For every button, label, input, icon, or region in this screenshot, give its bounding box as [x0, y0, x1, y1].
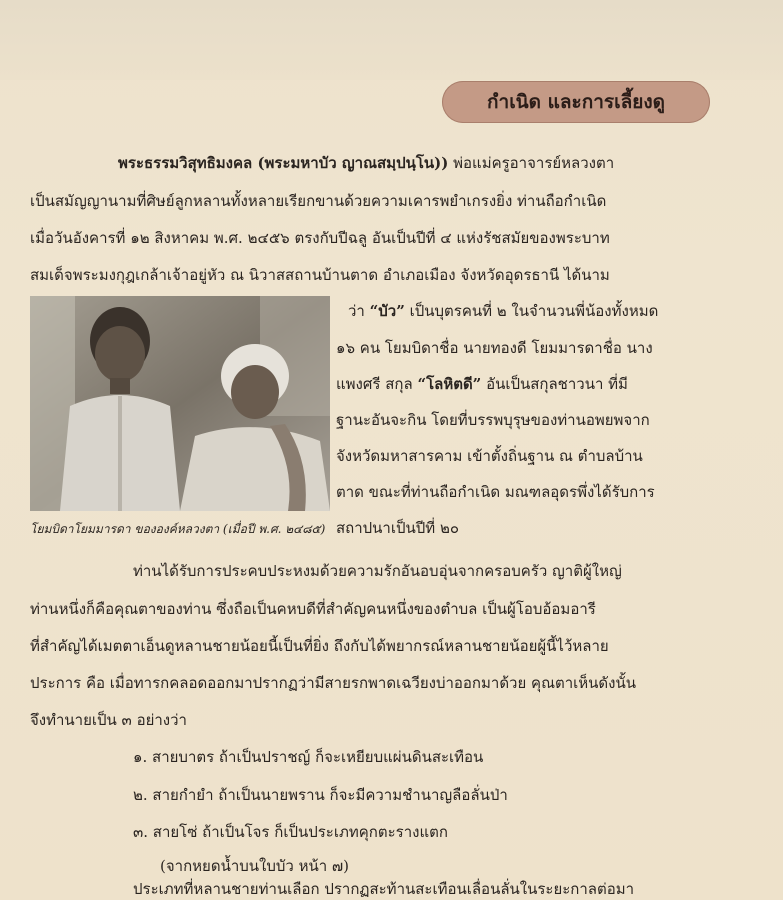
para2-line-4: ประการ คือ เมื่อทารกคลอดออกมาปรากฏว่ามีสายรกพาดเฉวียงบ่าออกมาด้วย คุณตาเห็นดังนั้น — [30, 674, 636, 692]
side-line-7: สถาปนาเป็นปีที่ ๒๐ — [336, 519, 459, 537]
intro-line-2: เป็นสมัญญานามที่ศิษย์ลูกหลานทั้งหลายเรียกขานด้วยความเคารพยำเกรงยิ่ง ท่านถือกำเนิด — [30, 192, 607, 210]
family-name: “โลหิตดี” — [417, 375, 482, 393]
para2-line-5: จึงทำนายเป็น ๓ อย่างว่า — [30, 711, 187, 729]
birth-name: “บัว” — [369, 302, 405, 320]
section-heading-bar — [442, 81, 710, 123]
source-note: (จากหยดน้ำบนใบบัว หน้า ๗) — [160, 857, 350, 875]
side-line-4: ฐานะอันจะกิน โดยที่บรรพบุรุษของท่านอพยพจาก — [336, 411, 650, 429]
list-item: ๑. สายบาตร ถ้าเป็นปราชญ์ ก็จะเหยียบแผ่นดินสะเทือน — [133, 748, 484, 766]
intro-line-4: สมเด็จพระมงกุฎเกล้าเจ้าอยู่หัว ณ นิวาสสถานบ้านตาด อำเภอเมือง จังหวัดอุดรธานี ได้นาม — [30, 266, 610, 284]
side-line-2: ๑๖ คน โยมบิดาชื่อ นายทองดี โยมมารดาชื่อ นาง — [336, 339, 653, 357]
last-line: ประเภทที่หลานชายท่านเลือก ปรากฏสะท้านสะเทือนเลื่อนลั่นในระยะกาลต่อมา — [133, 880, 635, 898]
side-line-1-a: ว่า — [348, 302, 370, 320]
list-item: ๒. สายกำยำ ถ้าเป็นนายพราน ก็จะมีความชำนาญลือลั่นป่า — [133, 786, 508, 804]
para2-line-2: ท่านหนึ่งก็คือคุณตาของท่าน ซึ่งถือเป็นคหบดีที่สำคัญคนหนึ่งของตำบล เป็นผู้โอบอ้อมอารี — [30, 600, 596, 618]
side-line-6: ตาด ขณะที่ท่านถือกำเนิด มณฑลอุดรพึ่งได้รับการ — [336, 483, 655, 501]
side-line-1 — [348, 300, 658, 322]
photo-caption: โยมบิดาโยมมารดา ขององค์หลวงตา (เมื่อปี พ.ศ. ๒๔๘๕) — [30, 522, 326, 536]
intro-line-3: เมื่อวันอังคารที่ ๑๒ สิงหาคม พ.ศ. ๒๔๕๖ ตรงกับปีฉลู อันเป็นปีที่ ๔ แห่งรัชสมัยของพระบาท — [30, 229, 610, 247]
parents-photo — [30, 296, 330, 511]
list-item: ๓. สายโซ่ ถ้าเป็นโจร ก็เป็นประเภทคุกตะรางแตก — [133, 823, 448, 841]
side-line-3 — [336, 373, 628, 395]
intro-line-1-rest: พ่อแม่ครูอาจารย์หลวงตา — [448, 154, 615, 172]
monk-name: พระธรรมวิสุทธิมงคล (พระมหาบัว ญาณสมฺปนฺโน)) — [118, 154, 449, 172]
para2-line-1: ท่านได้รับการประคบประหงมด้วยความรักอันอบอุ่นจากครอบครัว ญาติผู้ใหญ่ — [133, 562, 622, 580]
parents-photo-illustration — [30, 296, 330, 511]
header-band — [0, 0, 783, 80]
intro-line-1 — [118, 152, 614, 174]
side-line-5: จังหวัดมหาสารคาม เข้าตั้งถิ่นฐาน ณ ตำบลบ้าน — [336, 447, 643, 465]
side-line-3-a: แพงศรี สกุล — [336, 375, 418, 393]
section-heading: กำเนิด และการเลี้ยงดู — [487, 91, 665, 113]
side-line-1-b: เป็นบุตรคนที่ ๒ ในจำนวนพี่น้องทั้งหมด — [404, 302, 659, 320]
para2-line-3: ที่สำคัญได้เมตตาเอ็นดูหลานชายน้อยนี้เป็นที่ยิ่ง ถึงกับได้พยากรณ์หลานชายน้อยผู้นี้ไว้หลาย — [30, 637, 609, 655]
side-line-3-b: อันเป็นสกุลชาวนา ที่มี — [481, 375, 628, 393]
